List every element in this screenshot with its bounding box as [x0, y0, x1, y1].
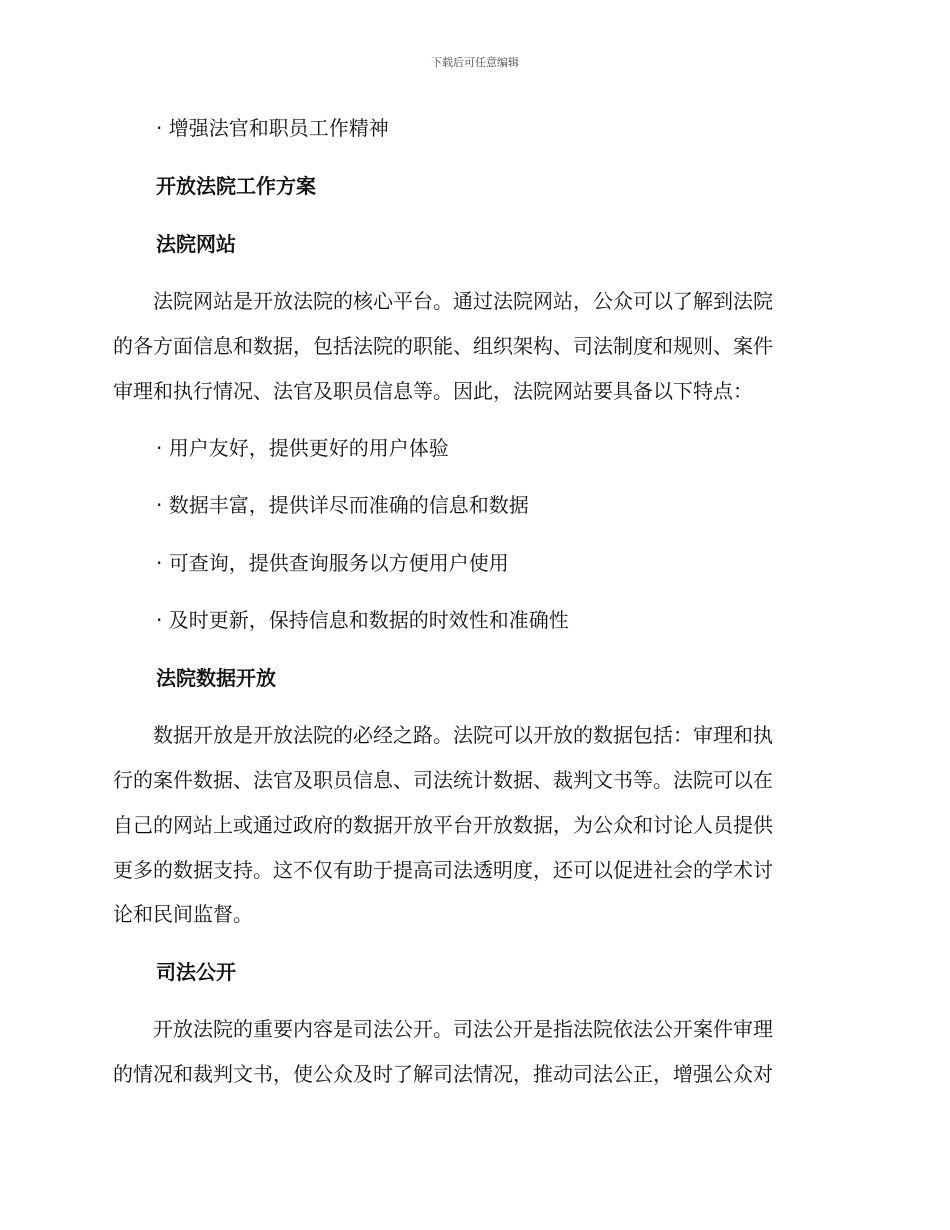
paragraph-line: 更多的数据支持。这不仅有助于提高司法透明度，还可以促进社会的学术讨 — [113, 858, 773, 882]
paragraph-line: 数据开放是开放法院的必经之路。法院可以开放的数据包括：审理和执 — [113, 723, 773, 747]
paragraph-line: 的各方面信息和数据，包括法院的职能、组织架构、司法制度和规则、案件 — [113, 334, 773, 358]
bullet-item: · 及时更新，保持信息和数据的时效性和准确性 — [156, 608, 569, 632]
paragraph-line: 论和民间监督。 — [113, 902, 253, 926]
bullet-item: · 增强法官和职员工作精神 — [156, 116, 389, 140]
heading-plan: 开放法院工作方案 — [156, 174, 316, 198]
paragraph-line: 审理和执行情况、法官及职员信息等。因此，法院网站要具备以下特点： — [113, 379, 753, 403]
bullet-item: · 数据丰富，提供详尽而准确的信息和数据 — [156, 493, 529, 517]
paragraph-line: 开放法院的重要内容是司法公开。司法公开是指法院依法公开案件审理 — [113, 1017, 773, 1041]
paragraph-line: 的情况和裁判文书，使公众及时了解司法情况，推动司法公正，增强公众对 — [113, 1062, 773, 1086]
paragraph-line: 法院网站是开放法院的核心平台。通过法院网站，公众可以了解到法院 — [113, 289, 773, 313]
paragraph-line: 行的案件数据、法官及职员信息、司法统计数据、裁判文书等。法院可以在 — [113, 768, 773, 792]
heading-website: 法院网站 — [156, 232, 236, 256]
bullet-item: · 用户友好，提供更好的用户体验 — [156, 436, 449, 460]
heading-judicial-open: 司法公开 — [156, 960, 236, 984]
bullet-item: · 可查询，提供查询服务以方便用户使用 — [156, 551, 509, 575]
page-header: 下载后可任意编辑 — [431, 56, 519, 69]
heading-data-open: 法院数据开放 — [156, 666, 276, 690]
paragraph-line: 自己的网站上或通过政府的数据开放平台开放数据，为公众和讨论人员提供 — [113, 813, 773, 837]
